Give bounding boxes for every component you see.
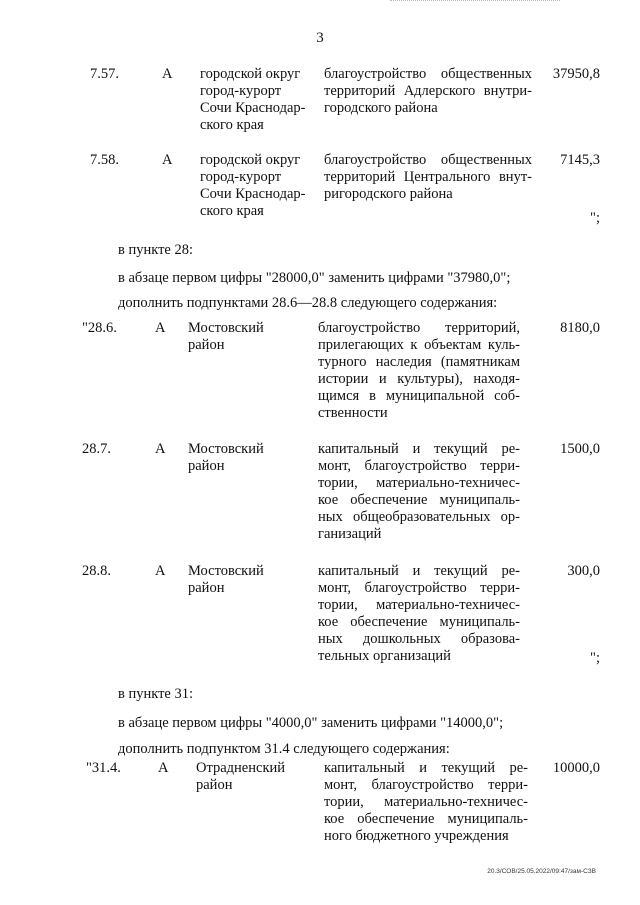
municipality-line: городской округ (200, 152, 301, 168)
purpose-line: тельных организаций (318, 648, 451, 664)
item-number: "28.6. (82, 320, 117, 336)
municipality (188, 563, 264, 597)
item-number: 7.58. (90, 152, 119, 168)
purpose-line: тории, материально-техничес- (324, 794, 528, 810)
amendment-paragraph: в абзаце первом цифры "4000,0" заменить цифрами "14000,0"; (118, 715, 504, 731)
purpose-line: тории, материально-техничес- (318, 597, 520, 613)
scan-mark (390, 0, 560, 3)
amount: 7145,3 (560, 152, 600, 168)
purpose-line: капитальный и текущий ре- (318, 441, 520, 457)
item-category: А (155, 563, 166, 579)
purpose-line: тории, материально-техничес- (318, 475, 520, 491)
purpose-description (324, 152, 532, 203)
municipality-line: Сочи Краснодар- (200, 186, 306, 202)
amount: 37950,8 (552, 66, 600, 82)
municipality (200, 152, 306, 220)
item-category: А (155, 441, 166, 457)
purpose-line: прилегающих к объектам куль- (318, 337, 520, 353)
municipality-line: район (196, 777, 233, 793)
amendment-paragraph: в пункте 28: (118, 242, 194, 258)
purpose-line: турного наследия (памятникам (318, 354, 520, 370)
purpose-line: ригородского района (324, 186, 453, 202)
item-number: 7.57. (90, 66, 119, 82)
purpose-description (318, 563, 520, 665)
purpose-line: ственности (318, 405, 388, 421)
municipality (200, 66, 306, 134)
purpose-description (324, 66, 532, 117)
purpose-line: территорий Адлерского внутри- (324, 83, 532, 99)
municipality-line: Сочи Краснодар- (200, 100, 306, 116)
municipality (196, 760, 285, 794)
amount: 8180,0 (560, 320, 600, 336)
purpose-line: ного бюджетного учреждения (324, 828, 509, 844)
closing-quote: "; (590, 650, 600, 666)
item-category: А (162, 66, 173, 82)
municipality-line: район (188, 458, 225, 474)
municipality-line: город-курорт (200, 83, 282, 99)
municipality-line: Мостовский (188, 563, 264, 579)
purpose-description (324, 760, 528, 845)
purpose-line: благоустройство территорий, (318, 320, 520, 336)
municipality-line: ского края (200, 203, 264, 219)
purpose-line: капитальный и текущий ре- (318, 563, 520, 579)
purpose-line: кое обеспечение муниципаль- (318, 614, 520, 630)
item-number: "31.4. (86, 760, 121, 776)
municipality (188, 441, 264, 475)
purpose-description (318, 320, 520, 422)
purpose-line: ных общеобразовательных ор- (318, 509, 520, 525)
purpose-line: ганизаций (318, 526, 382, 542)
amount: 300,0 (567, 563, 600, 579)
amendment-paragraph: дополнить подпунктами 28.6—28.8 следующего содержания: (118, 295, 498, 311)
purpose-line: щимся в муниципальной соб- (318, 388, 520, 404)
purpose-line: территорий Центрального внут- (324, 169, 532, 185)
item-category: А (155, 320, 166, 336)
item-category: А (158, 760, 169, 776)
purpose-line: монт, благоустройство терри- (318, 580, 520, 596)
municipality-line: Мостовский (188, 441, 264, 457)
purpose-line: благоустройство общественных (324, 66, 532, 82)
item-category: А (162, 152, 173, 168)
purpose-line: ных дошкольных образова- (318, 631, 520, 647)
municipality-line: район (188, 337, 225, 353)
page-number: 3 (316, 30, 324, 46)
purpose-line: истории и культуры), находя- (318, 371, 520, 387)
purpose-line: кое обеспечение муниципаль- (324, 811, 528, 827)
purpose-line: кое обеспечение муниципаль- (318, 492, 520, 508)
municipality-line: район (188, 580, 225, 596)
purpose-line: капитальный и текущий ре- (324, 760, 528, 776)
purpose-line: монт, благоустройство терри- (324, 777, 528, 793)
municipality-line: Мостовский (188, 320, 264, 336)
purpose-line: благоустройство общественных (324, 152, 532, 168)
amount: 10000,0 (552, 760, 600, 776)
purpose-description (318, 441, 520, 543)
item-number: 28.8. (82, 563, 111, 579)
municipality-line: ского края (200, 117, 264, 133)
amendment-paragraph: в пункте 31: (118, 686, 194, 702)
amount: 1500,0 (560, 441, 600, 457)
document-footer-code: 20.3/СОВ/25.05.2022/09:47/зам-СЗВ (487, 868, 596, 875)
purpose-line: городского района (324, 100, 438, 116)
amendment-paragraph: в абзаце первом цифры "28000,0" заменить цифрами "37980,0"; (118, 270, 511, 286)
purpose-line: монт, благоустройство терри- (318, 458, 520, 474)
municipality (188, 320, 264, 354)
municipality-line: город-курорт (200, 169, 282, 185)
municipality-line: Отрадненский (196, 760, 286, 776)
amendment-paragraph: дополнить подпунктом 31.4 следующего содержания: (118, 741, 450, 757)
municipality-line: городской округ (200, 66, 301, 82)
item-number: 28.7. (82, 441, 111, 457)
closing-quote: "; (590, 210, 600, 226)
